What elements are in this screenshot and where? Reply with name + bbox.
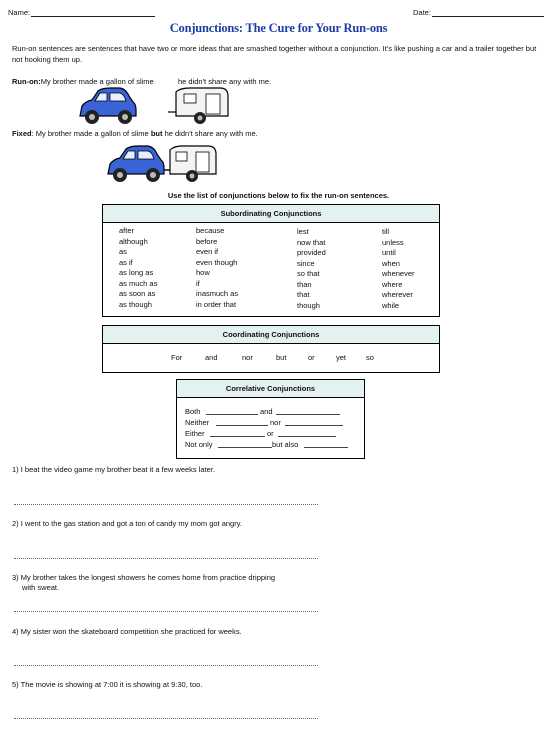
list-item: how: [196, 268, 210, 277]
name-label: Name:: [8, 8, 31, 17]
date-label: Date:: [413, 8, 431, 17]
runon-example: [12, 77, 154, 86]
subordinating-col-3: [297, 227, 326, 311]
list-item: so that: [297, 269, 320, 278]
list-item: in order that: [196, 299, 237, 309]
list-item: than: [297, 279, 312, 289]
coordinating-word: For: [171, 353, 183, 362]
subordinating-col-4: [382, 227, 415, 311]
question-2: 2) I went to the gas station and got a ton of candy my mom got angry.: [12, 519, 242, 528]
intro-paragraph: Run-on sentences are sentences that have two or more ideas that are smashed together without a conjunction. It's like pushing a car and a trailer together but not hooking them up.: [12, 44, 537, 64]
runon-part1: My brother made a gallon of slime: [40, 77, 154, 86]
fixed-part2: he didn't share any with me.: [162, 129, 258, 138]
trailer-icon: [168, 88, 228, 124]
car-trailer-unhooked-illustration: [76, 86, 236, 128]
blank-line: [285, 425, 343, 426]
list-item: even though: [196, 257, 238, 267]
list-item: because: [196, 226, 225, 235]
subordinating-box: [102, 204, 440, 317]
blank-line: [304, 447, 348, 448]
correlative-row-a: Neither: [185, 418, 210, 427]
list-item: when: [382, 258, 400, 268]
coordinating-word: or: [308, 353, 315, 362]
list-item: as though: [119, 299, 152, 309]
list-item: though: [297, 300, 320, 310]
correlative-title: Correlative Conjunctions: [177, 380, 364, 398]
page-title: Conjunctions: The Cure for Your Run-ons: [169, 21, 388, 35]
answer-line-4[interactable]: [14, 665, 318, 666]
name-field[interactable]: [31, 16, 155, 17]
runon-part2: he didn't share any with me.: [178, 77, 272, 86]
question-5: 5) The movie is showing at 7:00 it is showing at 9:30, too.: [12, 680, 203, 689]
question-4: 4) My sister won the skateboard competition she practiced for weeks.: [12, 627, 242, 636]
list-item: as much as: [119, 278, 158, 288]
list-item: after: [119, 226, 135, 235]
list-item: where: [382, 279, 403, 289]
correlative-row-b: or: [267, 429, 274, 438]
coordinating-word: but: [276, 353, 287, 362]
subordinating-col-2: [196, 226, 238, 310]
list-item: until: [382, 248, 396, 257]
blank-line: [218, 447, 272, 448]
runon-label: Run-on:: [12, 77, 41, 86]
instruction-text: Use the list of conjunctions below to fix the run-on sentences.: [167, 191, 390, 200]
car-trailer-hooked-illustration: [104, 144, 224, 186]
correlative-row-a: Not only: [185, 440, 213, 449]
answer-line-1[interactable]: [14, 504, 318, 505]
fixed-part1: : My brother made a gallon of slime: [31, 129, 151, 138]
blank-line: [210, 436, 265, 437]
car-icon: [80, 88, 136, 124]
list-item: if: [196, 278, 200, 288]
list-item: whenever: [382, 269, 415, 278]
list-item: inasmuch as: [196, 289, 239, 298]
list-item: as long as: [119, 268, 154, 277]
question-3: 3) My brother takes the longest showers he comes home from practice dripping: [12, 573, 276, 582]
question-3-continued: with sweat.: [22, 583, 60, 592]
coordinating-title: Coordinating Conjunctions: [103, 326, 439, 344]
question-1: 1) I beat the video game my brother beat it a few weeks later.: [12, 465, 216, 474]
blank-line: [216, 425, 268, 426]
list-item: till: [382, 227, 390, 236]
blank-line: [278, 436, 336, 437]
fixed-label: Fixed: [12, 129, 32, 138]
trailer-icon: [164, 146, 216, 182]
coordinating-box: [102, 325, 440, 373]
correlative-row-a: Both: [185, 407, 201, 416]
answer-line-2[interactable]: [14, 558, 318, 559]
fixed-example: [12, 129, 258, 138]
blank-line: [276, 414, 340, 415]
list-item: wherever: [382, 290, 413, 299]
coordinating-word: yet: [336, 353, 347, 362]
answer-line-3[interactable]: [14, 611, 318, 612]
list-item: since: [297, 258, 315, 268]
subordinating-col-1: [119, 226, 157, 310]
list-item: as: [119, 247, 127, 256]
list-item: as soon as: [119, 289, 156, 298]
list-item: before: [196, 236, 218, 246]
answer-line-5[interactable]: [14, 718, 318, 719]
list-item: while: [382, 300, 400, 310]
list-item: although: [119, 236, 148, 246]
correlative-box: [176, 379, 365, 459]
coordinating-word: and: [205, 353, 218, 362]
list-item: as if: [119, 257, 133, 267]
list-item: lest: [297, 227, 309, 236]
correlative-row-b: nor: [270, 418, 281, 427]
fixed-conjunction: but: [150, 129, 163, 138]
car-icon: [108, 146, 164, 182]
correlative-row-b: and: [260, 407, 273, 416]
blank-line: [206, 414, 258, 415]
list-item: that: [297, 290, 310, 299]
list-item: even if: [196, 247, 219, 256]
subordinating-title: Subordinating Conjunctions: [103, 205, 439, 223]
correlative-row-a: Either: [185, 429, 205, 438]
coordinating-word: nor: [242, 353, 253, 362]
correlative-row-b: but also: [272, 440, 299, 449]
list-item: provided: [297, 248, 326, 257]
list-item: unless: [382, 237, 404, 247]
coordinating-word: so: [366, 353, 374, 362]
list-item: now that: [297, 237, 326, 247]
date-field[interactable]: [432, 16, 544, 17]
